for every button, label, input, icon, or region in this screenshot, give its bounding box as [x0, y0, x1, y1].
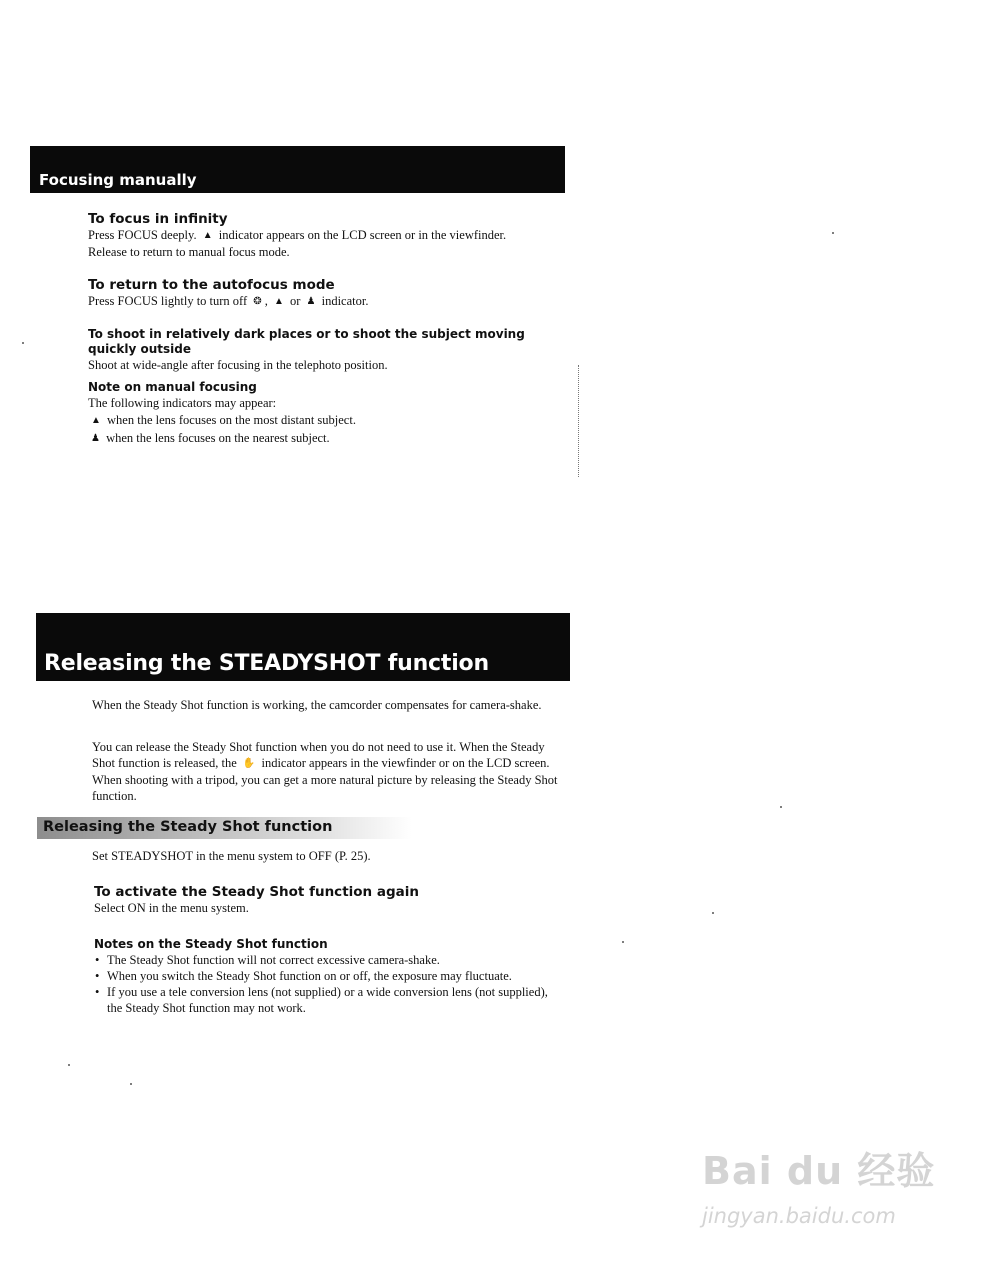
scan-speck: [712, 912, 714, 914]
body-paragraph: [92, 739, 560, 804]
subsection-heading: To focus in infinity: [88, 211, 228, 227]
infinity-focus-icon: ▲: [91, 415, 101, 426]
indicator-item: [88, 430, 558, 447]
body-paragraph: Set STEADYSHOT in the menu system to OFF (P. 25).: [92, 849, 371, 863]
scan-speck: [832, 232, 834, 234]
subsection-header-releasing: [37, 817, 412, 839]
margin-scan-marks: [578, 365, 587, 477]
list-item: • If you use a tele conversion lens (not supplied) or a wide conversion lens (not supplied), the Steady Shot function may not work.: [94, 984, 564, 1016]
body-text: Release to return to manual focus mode.: [88, 245, 290, 259]
activate-again-block: [94, 884, 554, 916]
text-run: or: [289, 294, 301, 308]
infinity-focus-icon: ▲: [273, 296, 284, 307]
text-run: Press FOCUS lightly to turn off: [88, 294, 248, 308]
section-header-steadyshot: [36, 613, 570, 681]
text-run: You can release the Steady Shot function when you do not need to use it. When the Steady Shot function is released, the: [92, 740, 545, 770]
indicator-item: [88, 412, 558, 429]
subsection-heading: To return to the autofocus mode: [88, 277, 335, 293]
scan-speck: [780, 806, 782, 808]
body-text: [88, 293, 558, 310]
manual-focus-icon: ❂: [253, 296, 262, 307]
scan-speck: [130, 1083, 132, 1085]
list-item: • When you switch the Steady Shot function on or off, the exposure may fluctuate.: [94, 968, 564, 984]
dark-places-block: [88, 327, 568, 373]
note-heading: Notes on the Steady Shot function: [94, 937, 328, 951]
section-title: Releasing the STEADYSHOT function: [44, 651, 489, 676]
text-run: ,: [264, 294, 268, 308]
scan-speck: [22, 342, 24, 344]
steadyshot-icon: ✋: [242, 758, 256, 769]
scan-speck: [622, 941, 624, 943]
watermark-brand: Bai du 经验: [702, 1149, 936, 1193]
text-run: indicator.: [321, 294, 369, 308]
notes-list: [94, 952, 564, 1016]
return-autofocus-block: [88, 277, 558, 310]
baidu-watermark: [700, 1140, 950, 1240]
note-heading: Note on manual focusing: [88, 380, 257, 394]
watermark-url: jingyan.baidu.com: [702, 1204, 896, 1228]
body-paragraph: When the Steady Shot function is working, the camcorder compensates for camera-shake.: [92, 698, 542, 712]
section-header-focusing: [30, 146, 565, 193]
text-run: when the lens focuses on the most distant subject.: [107, 413, 356, 427]
nearest-focus-icon: ♟: [306, 296, 316, 307]
text-run: Press FOCUS deeply.: [88, 228, 197, 242]
body-text: [88, 227, 558, 244]
section-title: Focusing manually: [39, 171, 197, 189]
list-item: • The Steady Shot function will not correct excessive camera-shake.: [94, 952, 564, 968]
subsection-heading: To shoot in relatively dark places or to shoot the subject moving quickly outside: [88, 327, 525, 356]
focus-infinity-block: [88, 211, 558, 260]
infinity-focus-icon: ▲: [202, 230, 213, 241]
body-text: The following indicators may appear:: [88, 396, 277, 410]
scan-speck: [68, 1064, 70, 1066]
text-run: indicator appears on the LCD screen or in the viewfinder.: [218, 228, 507, 242]
body-text: Shoot at wide-angle after focusing in the telephoto position.: [88, 358, 388, 372]
text-run: indicator appears in the viewfinder or on the LCD screen. When shooting with a tripod, you can get a more natural picture by releasing the Steady Shot function.: [92, 756, 558, 803]
manual-focus-note-block: [88, 380, 558, 447]
text-run: when the lens focuses on the nearest subject.: [106, 431, 330, 445]
nearest-focus-icon: ♟: [91, 433, 100, 444]
steadyshot-notes-block: [94, 937, 564, 1016]
subsection-title: Releasing the Steady Shot function: [43, 819, 333, 835]
subsection-heading: To activate the Steady Shot function again: [94, 884, 419, 900]
body-text: Select ON in the menu system.: [94, 901, 249, 915]
